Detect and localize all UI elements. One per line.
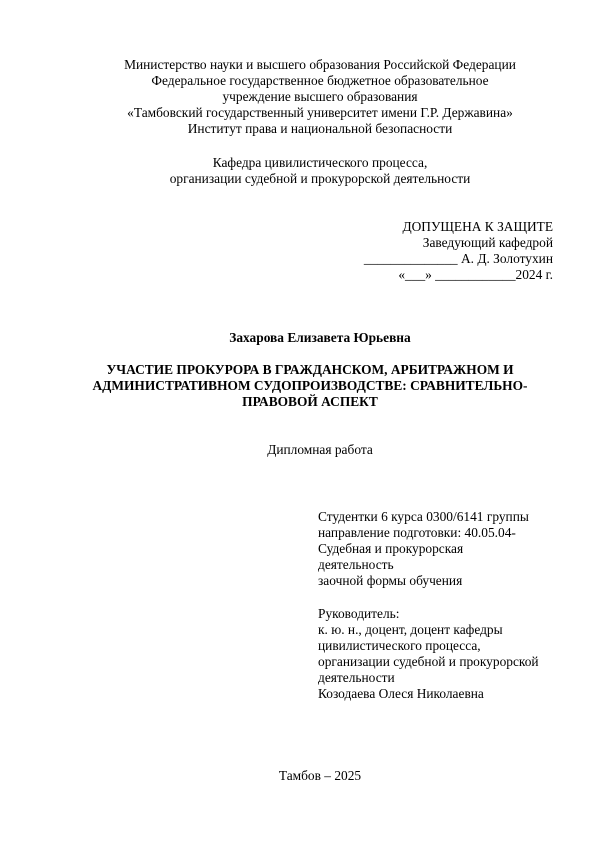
supervisor-label: Руководитель:: [318, 606, 400, 621]
student-info-line: Студентки 6 курса 0300/6141 группы: [318, 509, 529, 524]
department-line: организации судебной и прокурорской деятельности: [169, 171, 471, 187]
supervisor-info-line: организации судебной и прокурорской: [318, 654, 539, 670]
approval-signature: ______________ А. Д. Золотухин: [363, 251, 553, 267]
department-header: [60, 155, 580, 187]
institute-name: Институт права и национальной безопасности: [187, 121, 453, 137]
thesis-title-line: УЧАСТИЕ ПРОКУРОРА В ГРАЖДАНСКОМ, АРБИТРАЖНОМ И: [106, 362, 514, 377]
supervisor-info-line: к. ю. н., доцент, доцент кафедры: [318, 622, 503, 638]
approval-position: Заведующий кафедрой: [422, 235, 553, 251]
city-year: Тамбов – 2025: [278, 768, 362, 783]
supervisor-info: [318, 606, 568, 703]
approval-block: [364, 219, 553, 283]
agency-line: Федеральное государственное бюджетное образовательное: [151, 73, 489, 89]
department-line: Кафедра цивилистического процесса,: [212, 155, 428, 170]
thesis-title: [40, 362, 580, 410]
student-info: [318, 509, 568, 589]
work-type: Дипломная работа: [267, 442, 373, 457]
student-info-line: деятельность: [318, 557, 394, 573]
student-info-line: Судебная и прокурорская: [318, 541, 464, 557]
thesis-title-line: ПРАВОВОЙ АСПЕКТ: [242, 394, 378, 410]
supervisor-name: Козодаева Олеся Николаевна: [318, 686, 484, 702]
institution-type-line: учреждение высшего образования: [222, 89, 418, 105]
supervisor-info-line: деятельности: [318, 670, 395, 686]
approval-date: «___» ____________2024 г.: [398, 267, 553, 283]
author-name: Захарова Елизавета Юрьевна: [229, 330, 411, 345]
student-info-line: заочной формы обучения: [318, 573, 463, 589]
university-name: «Тамбовский государственный университет имени Г.Р. Державина»: [127, 105, 513, 121]
ministry-line: Министерство науки и высшего образования Российской Федерации: [124, 57, 516, 72]
ministry-header: [60, 57, 580, 137]
approval-heading: ДОПУЩЕНА К ЗАЩИТЕ: [402, 219, 553, 234]
supervisor-info-line: цивилистического процесса,: [318, 638, 481, 654]
student-info-line: направление подготовки: 40.05.04-: [318, 525, 516, 541]
thesis-title-line: АДМИНИСТРАТИВНОМ СУДОПРОИЗВОДСТВЕ: СРАВНИТЕЛЬНО-: [92, 378, 528, 394]
